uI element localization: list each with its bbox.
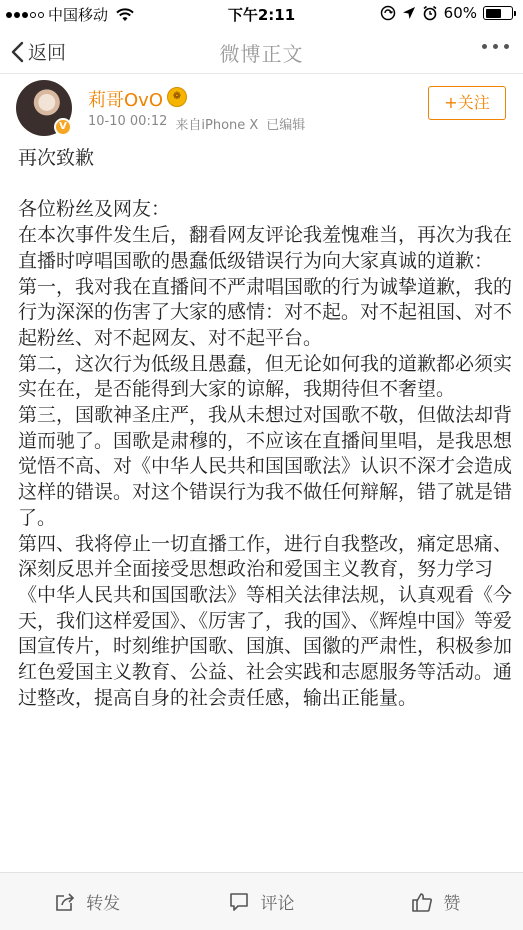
status-bar [0,0,523,28]
post-paragraph: 第二，这次行为低级且愚蠢，但无论如何我的道歉都必须实实在在，是否能得到大家的谅解，我期待但不奢望。 [18,352,513,401]
location-arrow-icon [402,6,416,20]
comment-button[interactable] [174,873,348,930]
back-label: 返回 [28,42,67,64]
member-badge-icon: ❁ [167,87,187,107]
post-source: 来自iPhone X [175,118,259,133]
carrier-label: 中国移动 [48,6,109,24]
battery-fill [486,9,501,18]
nav-bar [0,28,523,74]
post-paragraph: 在本次事件发生后，翻看网友评论我羞愧难当，再次为我在直播时哼唱国歌的愚蠢低级错误行为向大家真诚的道歉： [18,224,513,272]
more-dots-icon[interactable] [482,44,509,49]
action-toolbar [0,872,523,930]
post-body [18,146,512,711]
status-right [380,4,513,22]
follow-button[interactable]: +关注 [428,86,506,120]
post-title: 再次致歉 [18,147,95,169]
status-time: 下午2:11 [227,6,296,24]
post-time: 10-10 00:12 [88,114,168,129]
repost-label: 转发 [86,894,121,914]
location-lock-icon [380,5,396,21]
repost-icon [54,891,76,913]
page-title: 微博正文 [219,42,304,66]
comment-label: 评论 [260,894,295,914]
post-meta [88,114,305,133]
post-paragraph: 第四、我将停止一切直播工作，进行自我整改，痛定思痛、深刻反思并全面接受思想政治和爱国主义教育，努力学习《中华人民共和国国歌法》等相关法律法规，认真观看《今天，我们这样爱国》、《厉害了，我的国》、《辉煌中国》等爱国宣传片，时刻维护国歌、国旗、国徽的严肃性，积极参加红色爱国主义教育、公益、社会实践和志愿服务等活动。通过整改，提高自身的社会责任感，输出正能量。 [18,532,513,709]
post-paragraph: 第一，我对我在直播间不严肃唱国歌的行为诚挚道歉，我的行为深深的伤害了大家的感情：对不起。对不起祖国、对不起粉丝、对不起网友、对不起平台。 [18,275,513,349]
verified-badge-icon: V [54,118,72,136]
comment-icon [228,891,250,913]
post-paragraph: 第三，国歌神圣庄严，我从未想过对国歌不敬，但做法却背道而驰了。国歌是肃穆的，不应该在直播间里唱，是我思想觉悟不高、对《中华人民共和国国歌法》认识不深才会造成这样的错误。对这个错误行为我不做任何辩解，错了就是错了。 [18,404,513,529]
author-name[interactable]: 莉哥OvO [88,90,163,111]
alarm-icon [422,5,438,21]
like-button[interactable] [349,873,523,930]
thumbs-up-icon [411,891,433,913]
post-paragraph: 各位粉丝及网友： [18,198,171,221]
repost-button[interactable] [0,873,174,930]
battery-icon [483,6,513,20]
edited-label: 已编辑 [266,118,306,133]
battery-percent: 60% [443,4,477,22]
author-header [0,76,523,138]
like-label: 赞 [443,894,461,914]
